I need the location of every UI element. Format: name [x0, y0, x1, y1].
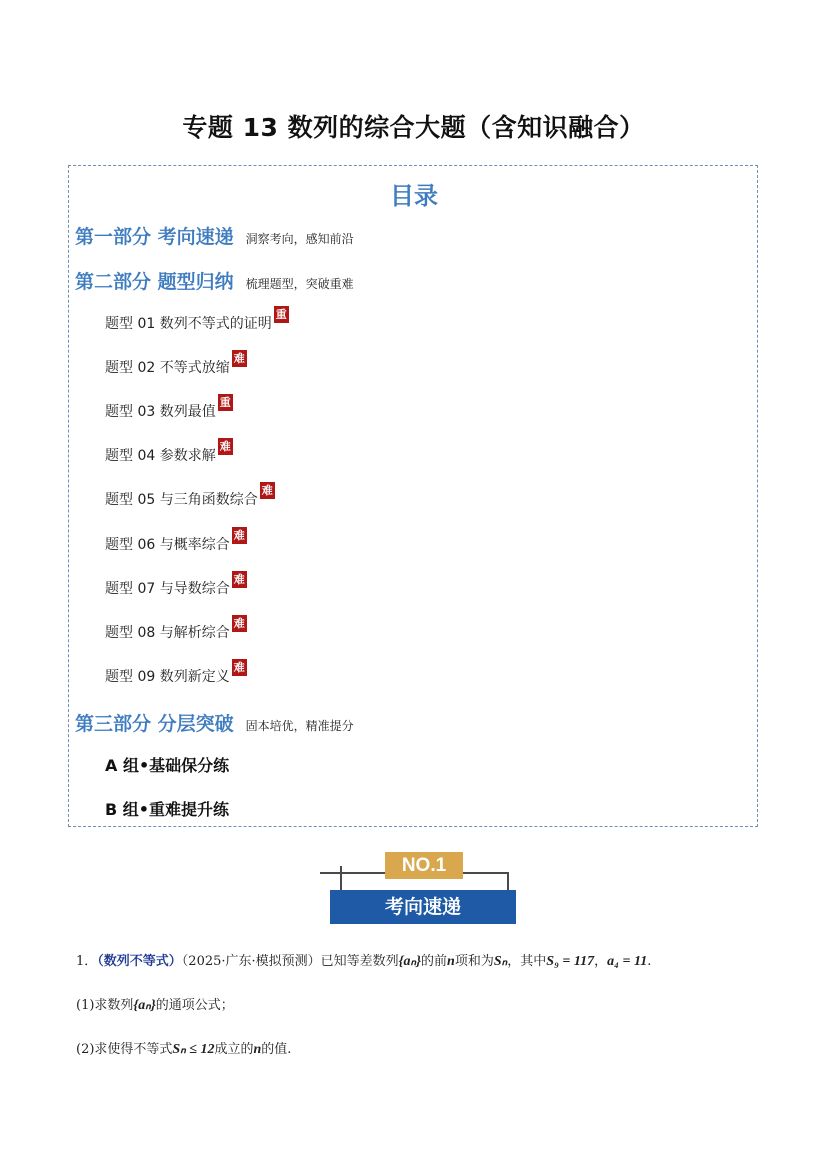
- toc-type-item[interactable]: [105, 396, 233, 421]
- part-description: 固本培优，精准提分: [245, 719, 354, 733]
- stem-text: .: [647, 954, 652, 969]
- math-sequence: {aₙ}: [133, 998, 156, 1013]
- toc-type-item[interactable]: [105, 484, 275, 509]
- math-n: n: [253, 1042, 262, 1057]
- part-title: 第二部分 题型归纳: [75, 271, 234, 293]
- difficulty-badge: 难: [233, 617, 245, 630]
- question-tag: （数列不等式）: [97, 954, 182, 969]
- document-title: 专题 13 数列的综合大题（含知识融合）: [182, 113, 645, 142]
- type-label: 题型 08 与解析综合: [105, 625, 230, 641]
- toc-heading: 目录: [390, 182, 438, 210]
- section-number: NO.1: [385, 852, 463, 879]
- toc-type-item[interactable]: [105, 529, 247, 554]
- toc-part-1[interactable]: [75, 222, 354, 249]
- difficulty-badge: 难: [261, 484, 273, 497]
- toc-group-b[interactable]: B 组•重难提升练: [105, 800, 229, 819]
- toc-group-a[interactable]: A 组•基础保分练: [105, 756, 230, 775]
- toc-type-item[interactable]: [105, 617, 247, 642]
- toc-type-item[interactable]: [105, 440, 233, 465]
- part-text: 的通项公式；: [155, 998, 234, 1013]
- difficulty-badge: 难: [233, 529, 245, 542]
- question-part-2: [76, 1038, 291, 1058]
- part-description: 梳理题型，突破重难: [245, 277, 354, 291]
- part-text: (1)求数列: [76, 998, 134, 1013]
- type-label: 题型 04 参数求解: [105, 448, 216, 464]
- toc-type-item[interactable]: [105, 661, 247, 686]
- toc-type-item[interactable]: [105, 308, 289, 333]
- table-of-contents: [68, 165, 758, 827]
- question-stem: [76, 950, 651, 970]
- type-label: 题型 01 数列不等式的证明: [105, 316, 272, 332]
- part-title: 第三部分 分层突破: [75, 713, 234, 735]
- difficulty-badge: 难: [233, 661, 245, 674]
- toc-part-3[interactable]: [75, 709, 354, 736]
- stem-text: ，其中: [507, 954, 547, 969]
- math-inequality: Sₙ ≤ 12: [172, 1042, 215, 1057]
- part-title: 第一部分 考向速递: [75, 226, 234, 248]
- badge-line-left: [320, 872, 385, 874]
- question-number: 1．: [76, 954, 98, 969]
- math-sn: Sₙ: [493, 954, 508, 969]
- toc-type-item[interactable]: [105, 573, 247, 598]
- badge-line-right: [463, 872, 508, 874]
- type-label: 题型 07 与导数综合: [105, 581, 230, 597]
- toc-part-2[interactable]: [75, 267, 354, 294]
- type-label: 题型 03 数列最值: [105, 404, 216, 420]
- math-sequence: {aₙ}: [398, 954, 421, 969]
- part-text: 的值.: [261, 1042, 292, 1057]
- badge-line-corner: [507, 872, 509, 890]
- part-text: (2)求使得不等式: [76, 1042, 173, 1057]
- section-badge: [320, 852, 520, 927]
- difficulty-badge: 重: [219, 396, 231, 409]
- question-part-1: [76, 994, 234, 1014]
- type-label: 题型 02 不等式放缩: [105, 360, 230, 376]
- type-label: 题型 09 数列新定义: [105, 669, 230, 685]
- math-condition-2: a₄ = 11: [607, 954, 648, 969]
- stem-text: 已知等差数列: [320, 954, 399, 969]
- stem-text: 项和为: [454, 954, 494, 969]
- stem-text: 的前: [421, 954, 448, 969]
- difficulty-badge: 难: [233, 352, 245, 365]
- difficulty-badge: 难: [219, 440, 231, 453]
- section-label: 考向速递: [330, 890, 516, 924]
- math-condition-1: S₉ = 117: [546, 954, 595, 969]
- difficulty-badge: 重: [275, 308, 287, 321]
- difficulty-badge: 难: [233, 573, 245, 586]
- math-n: n: [447, 954, 455, 969]
- type-label: 题型 05 与三角函数综合: [105, 492, 258, 508]
- stem-text: ，: [594, 954, 608, 969]
- part-text: 成立的: [214, 1042, 254, 1057]
- part-description: 洞察考向，感知前沿: [245, 232, 354, 246]
- type-label: 题型 06 与概率综合: [105, 537, 230, 553]
- question-source: （2025·广东·模拟预测）: [181, 954, 321, 969]
- toc-type-item[interactable]: [105, 352, 247, 377]
- badge-line-tick: [340, 866, 342, 890]
